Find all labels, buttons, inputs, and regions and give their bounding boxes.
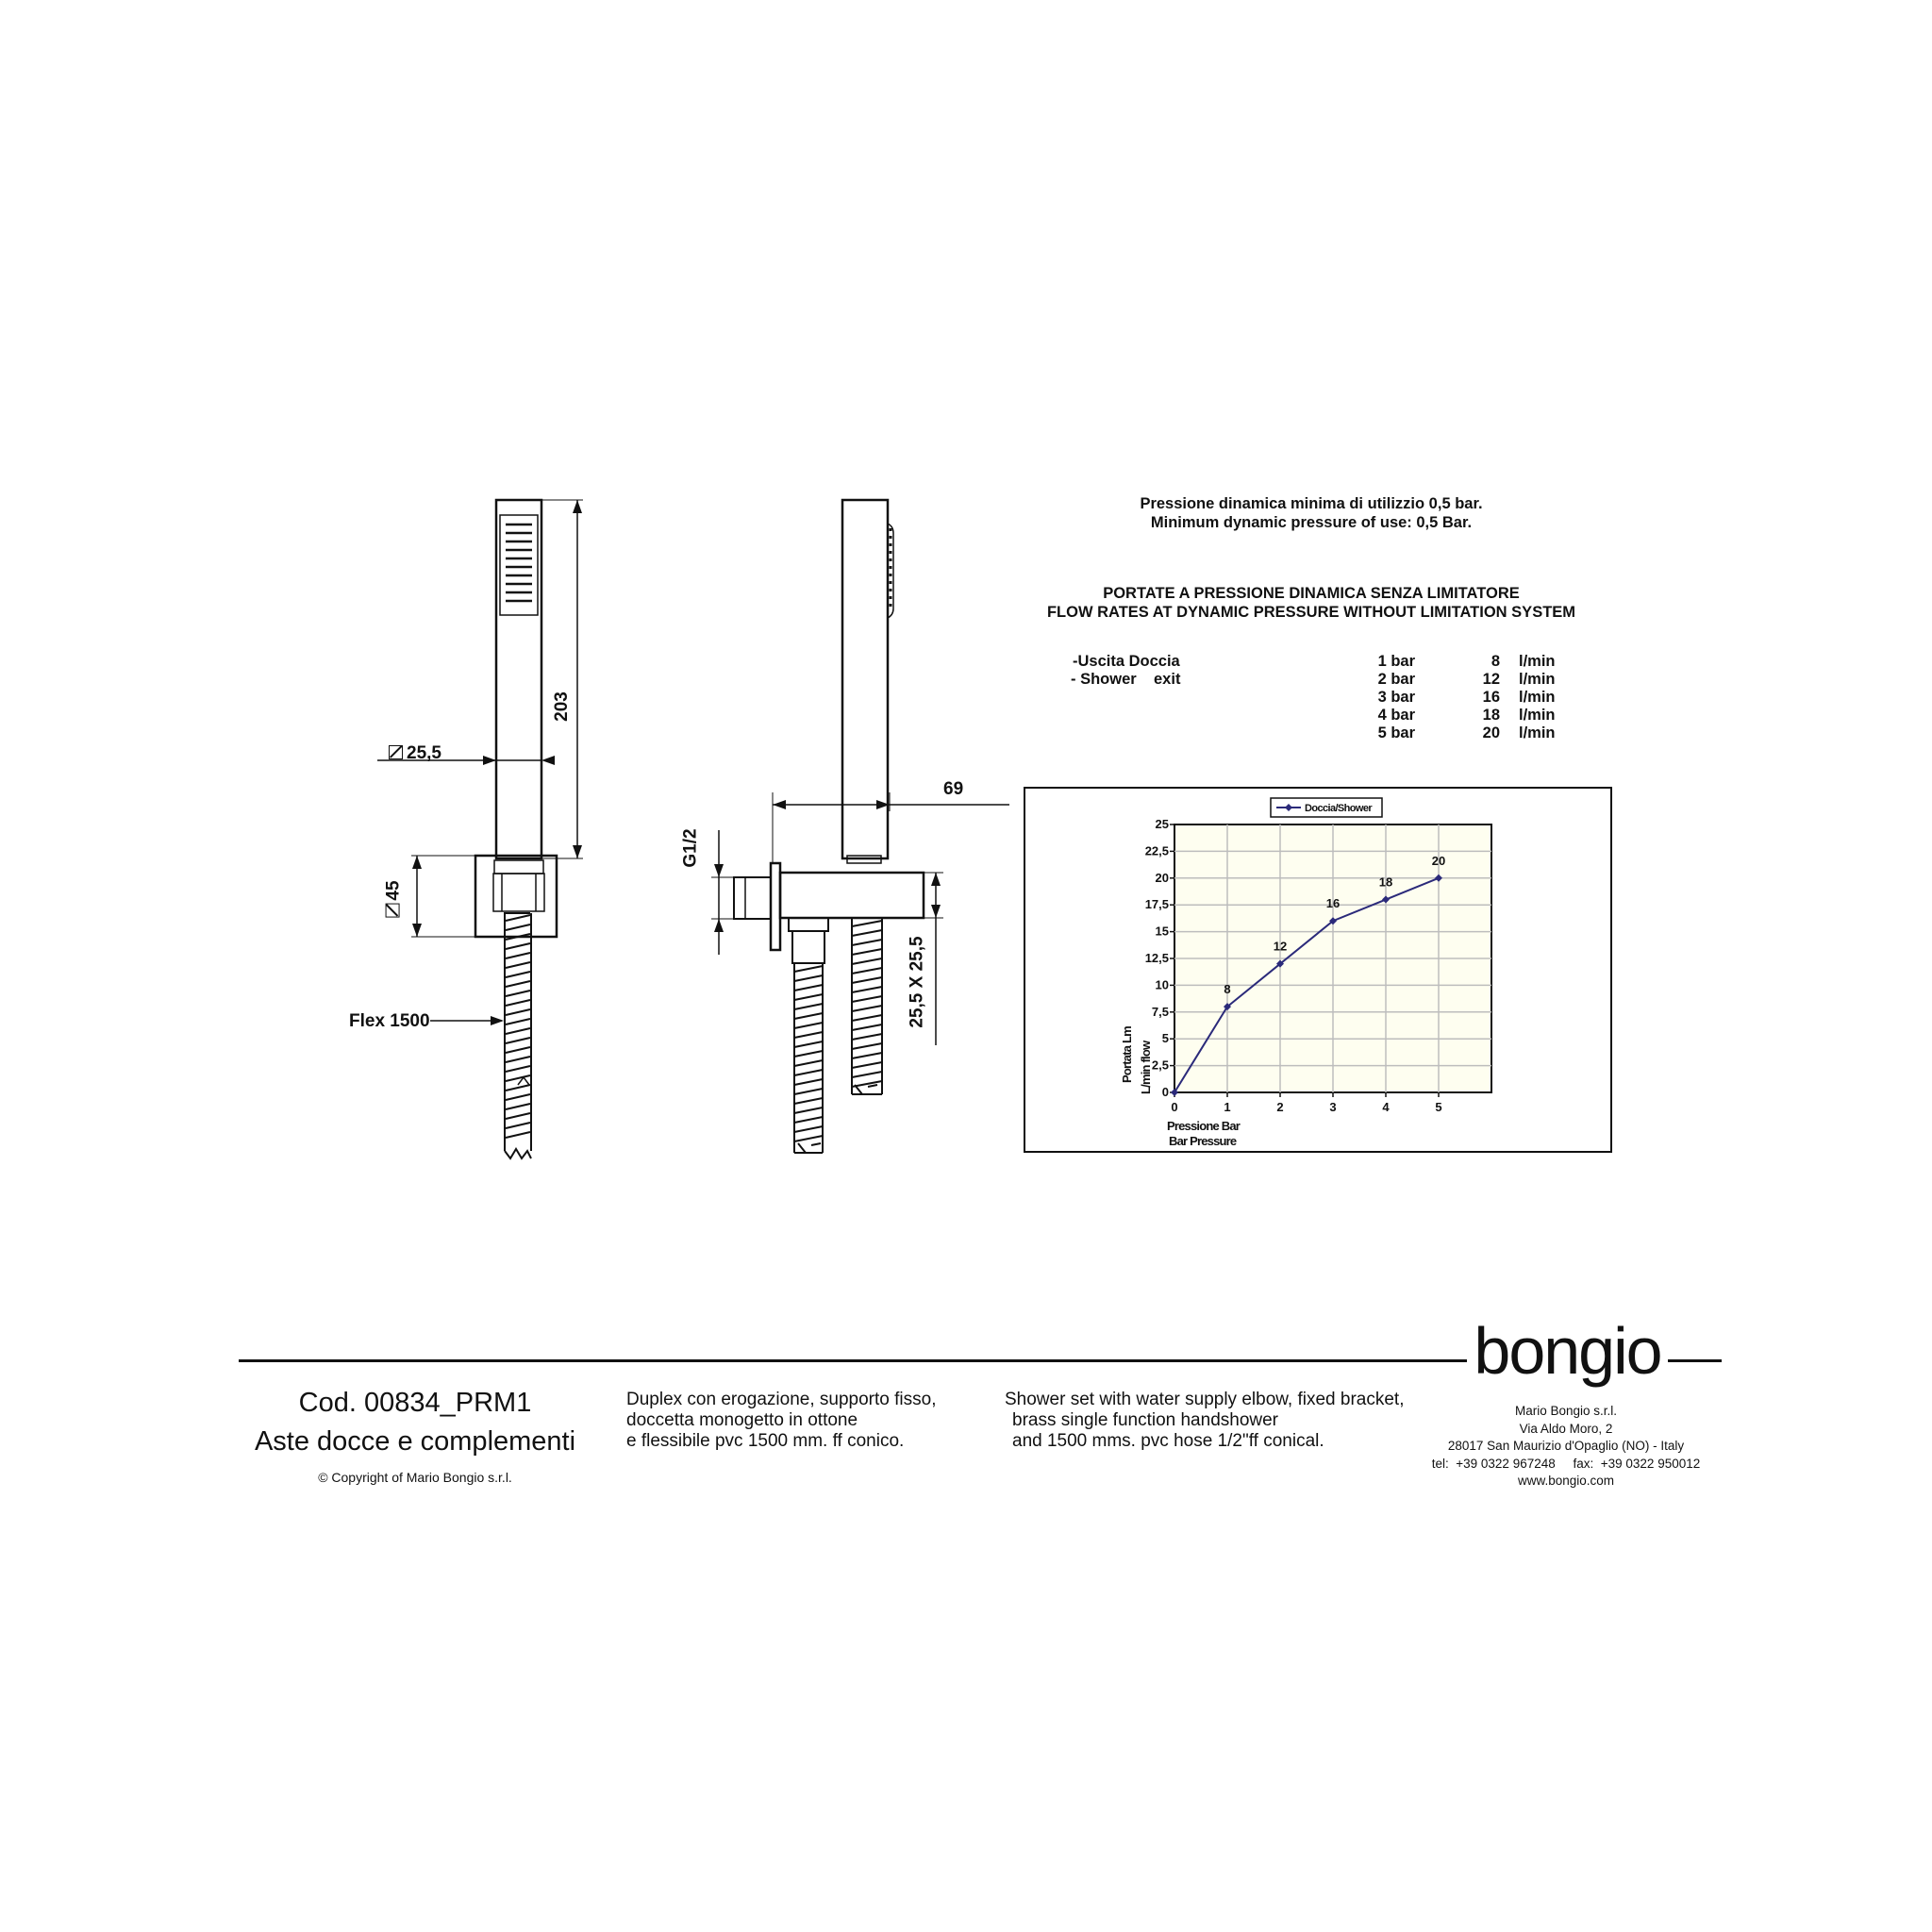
data-label: 18: [1378, 874, 1393, 890]
x-tick-label: 1: [1224, 1100, 1231, 1114]
copyright: © Copyright of Mario Bongio s.r.l.: [318, 1470, 512, 1485]
footer-rule-left: [239, 1359, 1467, 1362]
company-address: [1387, 1403, 1745, 1491]
bongio-logo: bongio: [1474, 1314, 1661, 1388]
address-line: Via Aldo Moro, 2: [1519, 1421, 1613, 1436]
flow-unit: l/min: [1519, 707, 1556, 724]
y-tick-label: 7,5: [1151, 1004, 1169, 1019]
description-line: e flessibile pvc 1500 mm. ff conico.: [626, 1431, 905, 1451]
dim-section-label: [909, 934, 938, 1028]
dim-width-label: [389, 743, 441, 764]
description-line: doccetta monogetto in ottone: [626, 1410, 858, 1430]
address-line: tel: +39 0322 967248 fax: +39 0322 950012: [1431, 1456, 1701, 1471]
dim-thread: G1/2: [680, 828, 701, 868]
y-tick-label: 2,5: [1151, 1058, 1169, 1073]
flow-value: 18: [1482, 707, 1500, 724]
x-tick-label: 0: [1171, 1100, 1178, 1114]
address-line: Mario Bongio s.r.l.: [1514, 1404, 1618, 1418]
y-tick-label: 12,5: [1144, 951, 1169, 965]
y-tick-label: 0: [1161, 1085, 1169, 1099]
x-axis-label: Bar Pressure: [1169, 1134, 1237, 1148]
x-tick-label: 5: [1435, 1100, 1442, 1114]
legend-label: Doccia/Shower: [1305, 803, 1373, 814]
dim-bracket: 45: [383, 880, 404, 901]
flow-value: 12: [1482, 671, 1500, 688]
wall-plate-side: [771, 863, 780, 950]
flow-unit: l/min: [1519, 653, 1556, 670]
data-label: 12: [1273, 939, 1288, 954]
description-line: and 1500 mms. pvc hose 1/2"ff conical.: [1012, 1431, 1324, 1451]
flow-row: [1358, 671, 1585, 689]
flow-label-it: -Uscita Doccia: [1073, 653, 1180, 670]
flow-pressure: 1 bar: [1377, 653, 1415, 670]
flow-pressure: 3 bar: [1377, 689, 1415, 706]
description-line: Duplex con erogazione, supporto fisso,: [626, 1390, 937, 1409]
address-line: 28017 San Maurizio d'Opaglio (NO) - Italy: [1447, 1439, 1685, 1453]
description-line: Shower set with water supply elbow, fixed bracket,: [1005, 1390, 1405, 1409]
x-tick-label: 4: [1382, 1100, 1390, 1114]
y-tick-label: 22,5: [1144, 843, 1169, 858]
dim-height-label: [551, 677, 585, 734]
flow-pressure: 4 bar: [1377, 707, 1415, 724]
hose-label: Flex 1500: [349, 1011, 430, 1031]
dim-section: 25,5 X 25,5: [907, 936, 927, 1028]
flow-pressure: 5 bar: [1377, 724, 1415, 741]
flow-row: [1358, 653, 1585, 671]
flow-value: 20: [1482, 724, 1500, 741]
dim-height: 203: [551, 691, 572, 722]
dim-projection: 69: [943, 779, 964, 799]
flow-value: 16: [1482, 689, 1500, 706]
square-section-icon: [386, 904, 400, 918]
dim-bracket-label: [383, 877, 417, 934]
flow-title-it: PORTATE A PRESSIONE DINAMICA SENZA LIMITATORE: [1103, 585, 1520, 602]
flow-pressure: 2 bar: [1377, 671, 1415, 688]
min-pressure-it: Pressione dinamica minima di utilizzio 0,5 bar.: [1140, 495, 1483, 512]
y-tick-label: 5: [1161, 1031, 1169, 1046]
product-code: Cod. 00834_PRM1: [298, 1388, 532, 1418]
y-axis-label: L/min flow: [1139, 1041, 1153, 1094]
x-axis-label: Pressione Bar: [1167, 1119, 1241, 1133]
flow-row: [1358, 724, 1585, 742]
dim-thread-label: [680, 819, 715, 875]
x-tick-label: 2: [1276, 1100, 1284, 1114]
thread-fitting: [734, 877, 771, 919]
flow-title-block: [991, 584, 1632, 622]
min-pressure-en: Minimum dynamic pressure of use: 0,5 Bar.: [1150, 514, 1473, 531]
y-tick-label: 25: [1155, 817, 1169, 831]
y-tick-label: 17,5: [1144, 897, 1169, 912]
product-category: Aste docce e complementi: [254, 1426, 576, 1457]
flow-table: [1358, 653, 1585, 742]
flow-title-en: FLOW RATES AT DYNAMIC PRESSURE WITHOUT LIMITATION SYSTEM: [1046, 604, 1576, 621]
data-label: 8: [1224, 982, 1231, 997]
flow-chart: [1024, 787, 1612, 1153]
flow-unit: l/min: [1519, 724, 1556, 741]
y-tick-label: 10: [1155, 977, 1169, 992]
flow-unit: l/min: [1519, 671, 1556, 688]
flow-row: [1358, 707, 1585, 724]
description-line: brass single function handshower: [1012, 1410, 1279, 1430]
x-tick-label: 3: [1329, 1100, 1337, 1114]
flow-row: [1358, 689, 1585, 707]
min-pressure-block: [1047, 494, 1575, 532]
flow-label-en: - Shower exit: [1071, 671, 1181, 688]
hose-front: [504, 913, 530, 1138]
handshower-front-body: [496, 500, 541, 858]
square-section-icon: [389, 745, 403, 759]
flow-value: 8: [1491, 653, 1500, 670]
bracket-side: [780, 873, 924, 918]
address-line: www.bongio.com: [1517, 1474, 1615, 1488]
y-tick-label: 20: [1155, 870, 1169, 885]
description-en: [1005, 1390, 1404, 1452]
data-label: 20: [1431, 853, 1446, 868]
description-it: [626, 1390, 936, 1452]
y-axis-label: Portata Lm: [1120, 1026, 1134, 1083]
dim-width: 25,5: [407, 743, 441, 763]
data-label: 16: [1325, 896, 1341, 911]
flow-unit: l/min: [1519, 689, 1556, 706]
footer-rule-right: [1668, 1359, 1722, 1362]
y-tick-label: 15: [1155, 924, 1169, 939]
technical-drawing: [0, 0, 1028, 1189]
